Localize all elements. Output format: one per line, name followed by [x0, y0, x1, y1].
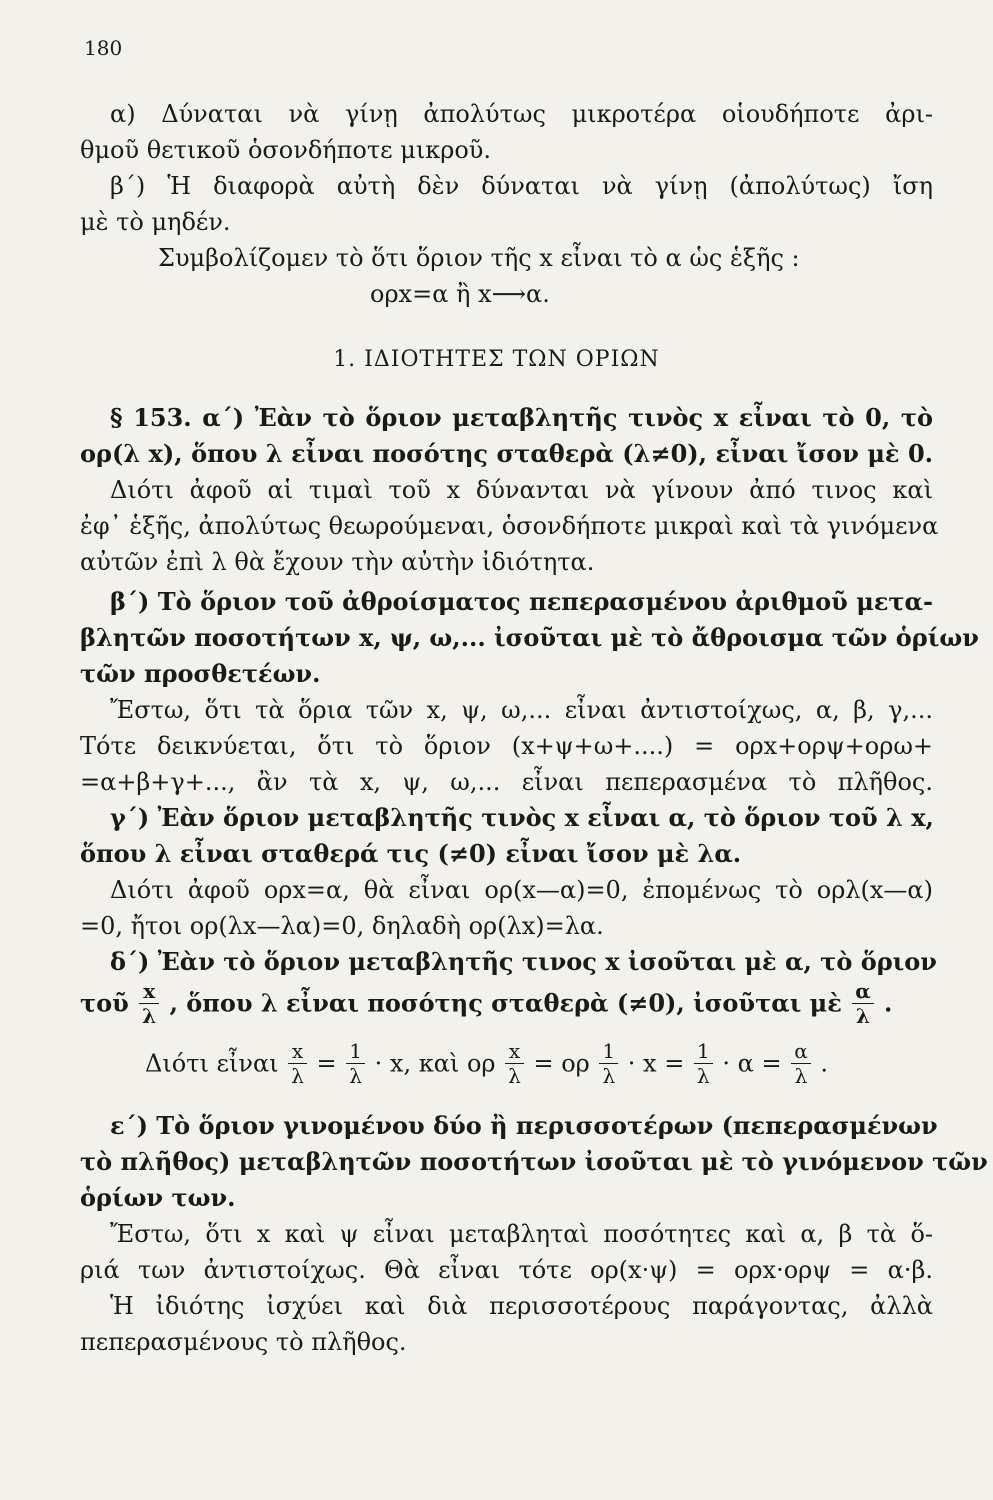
- text-line-11: ἐφ᾽ ἑξῆς, ἀπολύτως θεωρούμεναι, ὁσονδήποτε μικραὶ καὶ τὰ γινόμενα: [80, 512, 939, 540]
- text-line-1: α) Δύναται νὰ γίνῃ ἀπολύτως μικροτέρα οἱουδήποτε ἀρι-: [110, 100, 933, 128]
- frac-5: $\frac{1}{\lambda}$: [694, 1041, 713, 1086]
- text-line-32: πεπερασμένους τὸ πλῆθος.: [80, 1328, 407, 1356]
- text-line-22: =0, ἤτοι ορ(λx—λα)=0, δηλαδὴ ορ(λx)=λα.: [80, 912, 604, 940]
- text-line-30: ριά των ἀντιστοίχως. Θὰ εἶναι τότε ορ(x·ψ) = ορx·ορψ = α·β.: [80, 1256, 933, 1284]
- text-line-29: Ἔστω, ὅτι x καὶ ψ εἶναι μεταβληταὶ ποσότητες καὶ α, β τὰ ὅ-: [110, 1220, 933, 1248]
- property-c-line-2: ὅπου λ εἶναι σταθερά τις (≠0) εἶναι ἴσον μὲ λα.: [80, 839, 742, 868]
- frac-2: $\frac{1}{\lambda}$: [346, 1041, 365, 1086]
- property-c-line-1: γ΄) Ἐὰν ὅριον μεταβλητῆς τινὸς x εἶναι α, τὸ ὅριον τοῦ λ x,: [110, 803, 934, 832]
- text-line-3: β΄) Ἡ διαφορὰ αὐτὴ δὲν δύναται νὰ γίνῃ (ἀπολύτως) ἴση: [110, 172, 933, 200]
- notation-line: ορx=α ἢ x⟶α.: [370, 280, 550, 308]
- property-e-line-3: ὁρίων των.: [80, 1183, 236, 1212]
- property-e-line-1: ε΄) Τὸ ὅριον γινομένου δύο ἢ περισσοτέρων (πεπερασμένων: [110, 1111, 938, 1140]
- text-line-16: Ἔστω, ὅτι τὰ ὅρια τῶν x, ψ, ω,... εἶναι ἀντιστοίχως, α, β, γ,...: [110, 696, 933, 724]
- property-d-end: .: [883, 988, 893, 1018]
- property-d-line-1: δ΄) Ἐὰν τὸ ὅριον μεταβλητῆς τινος x ἰσοῦται μὲ α, τὸ ὅριον: [110, 947, 937, 976]
- fraction-x-over-lambda: $\frac{x}{\lambda}$: [139, 981, 159, 1026]
- text-line-10: Διότι ἀφοῦ αἱ τιμαὶ τοῦ x δύνανται νὰ γίνουν ἀπό τινος καὶ: [110, 476, 933, 504]
- text-line-31: Ἡ ἰδιότης ἰσχύει καὶ διὰ περισσοτέρους παράγοντας, ἀλλὰ: [110, 1292, 933, 1320]
- text-line-4: μὲ τὸ μηδέν.: [80, 208, 231, 236]
- text-line-21: Διότι ἀφοῦ ορx=α, θὰ εἶναι ορ(x—α)=0, ἐπομένως τὸ ορλ(x—α): [110, 876, 933, 904]
- property-a-line-1: § 153. α΄) Ἐὰν τὸ ὅριον μεταβλητῆς τινὸς x εἶναι τὸ 0, τὸ: [110, 403, 933, 432]
- fraction-a-over-lambda: $\frac{\alpha}{\lambda}$: [852, 981, 873, 1026]
- frac-6: $\frac{\alpha}{\lambda}$: [791, 1041, 811, 1086]
- section-heading: 1. ΙΔΙΟΤΗΤΕΣ ΤΩΝ ΟΡΙΩΝ: [333, 347, 660, 372]
- property-d-text: , ὅπου λ εἶναι ποσότης σταθερὰ (≠0), ἰσοῦται μὲ: [169, 988, 842, 1018]
- text-line-12: αὐτῶν ἐπὶ λ θὰ ἔχουν τὴν αὐτὴν ἰδιότητα.: [80, 548, 595, 576]
- frac-1: $\frac{x}{\lambda}$: [288, 1041, 307, 1086]
- text-line-2: θμοῦ θετικοῦ ὁσονδήποτε μικροῦ.: [80, 136, 491, 164]
- property-e-line-2: τὸ πλῆθος) μεταβλητῶν ποσοτήτων ἰσοῦται μὲ τὸ γινόμενον τῶν: [80, 1147, 988, 1176]
- text-line-5: Συμβολίζομεν τὸ ὅτι ὅριον τῆς x εἶναι τὸ α ὡς ἑξῆς :: [158, 244, 800, 272]
- text-line-17: Τότε δεικνύεται, ὅτι τὸ ὅριον (x+ψ+ω+....) = ορx+ορψ+ορω+: [80, 732, 933, 760]
- text-line-18: =α+β+γ+..., ἂν τὰ x, ψ, ω,... εἶναι πεπερασμένα τὸ πλῆθος.: [80, 768, 933, 796]
- property-a-line-2: ορ(λ x), ὅπου λ εἶναι ποσότης σταθερὰ (λ≠0), εἶναι ἴσον μὲ 0.: [80, 439, 933, 468]
- property-b-line-1: β΄) Τὸ ὅριον τοῦ ἀθροίσματος πεπερασμένου ἀριθμοῦ μετα-: [110, 587, 933, 616]
- frac-3: $\frac{x}{\lambda}$: [505, 1041, 524, 1086]
- frac-4: $\frac{1}{\lambda}$: [599, 1041, 618, 1086]
- page-number: 180: [84, 36, 123, 60]
- property-b-line-2: βλητῶν ποσοτήτων x, ψ, ω,... ἰσοῦται μὲ τὸ ἄθροισμα τῶν ὁρίων: [80, 623, 979, 652]
- property-d-word: τοῦ: [80, 988, 129, 1018]
- property-b-line-3: τῶν προσθετέων.: [80, 659, 321, 688]
- property-d-line-2: [80, 974, 933, 1032]
- proof-equation: Διότι εἶναι $\frac{x}{\lambda}$ = $\frac{1}{\lambda}$ · x, καὶ ορ $\frac{x}{\lambda}$ = ορ $\frac{1}{\lambda}$ · x = $\frac{1}{\lambda}$ · α = $\frac{\alpha}{\lambda}$ .: [145, 1039, 828, 1088]
